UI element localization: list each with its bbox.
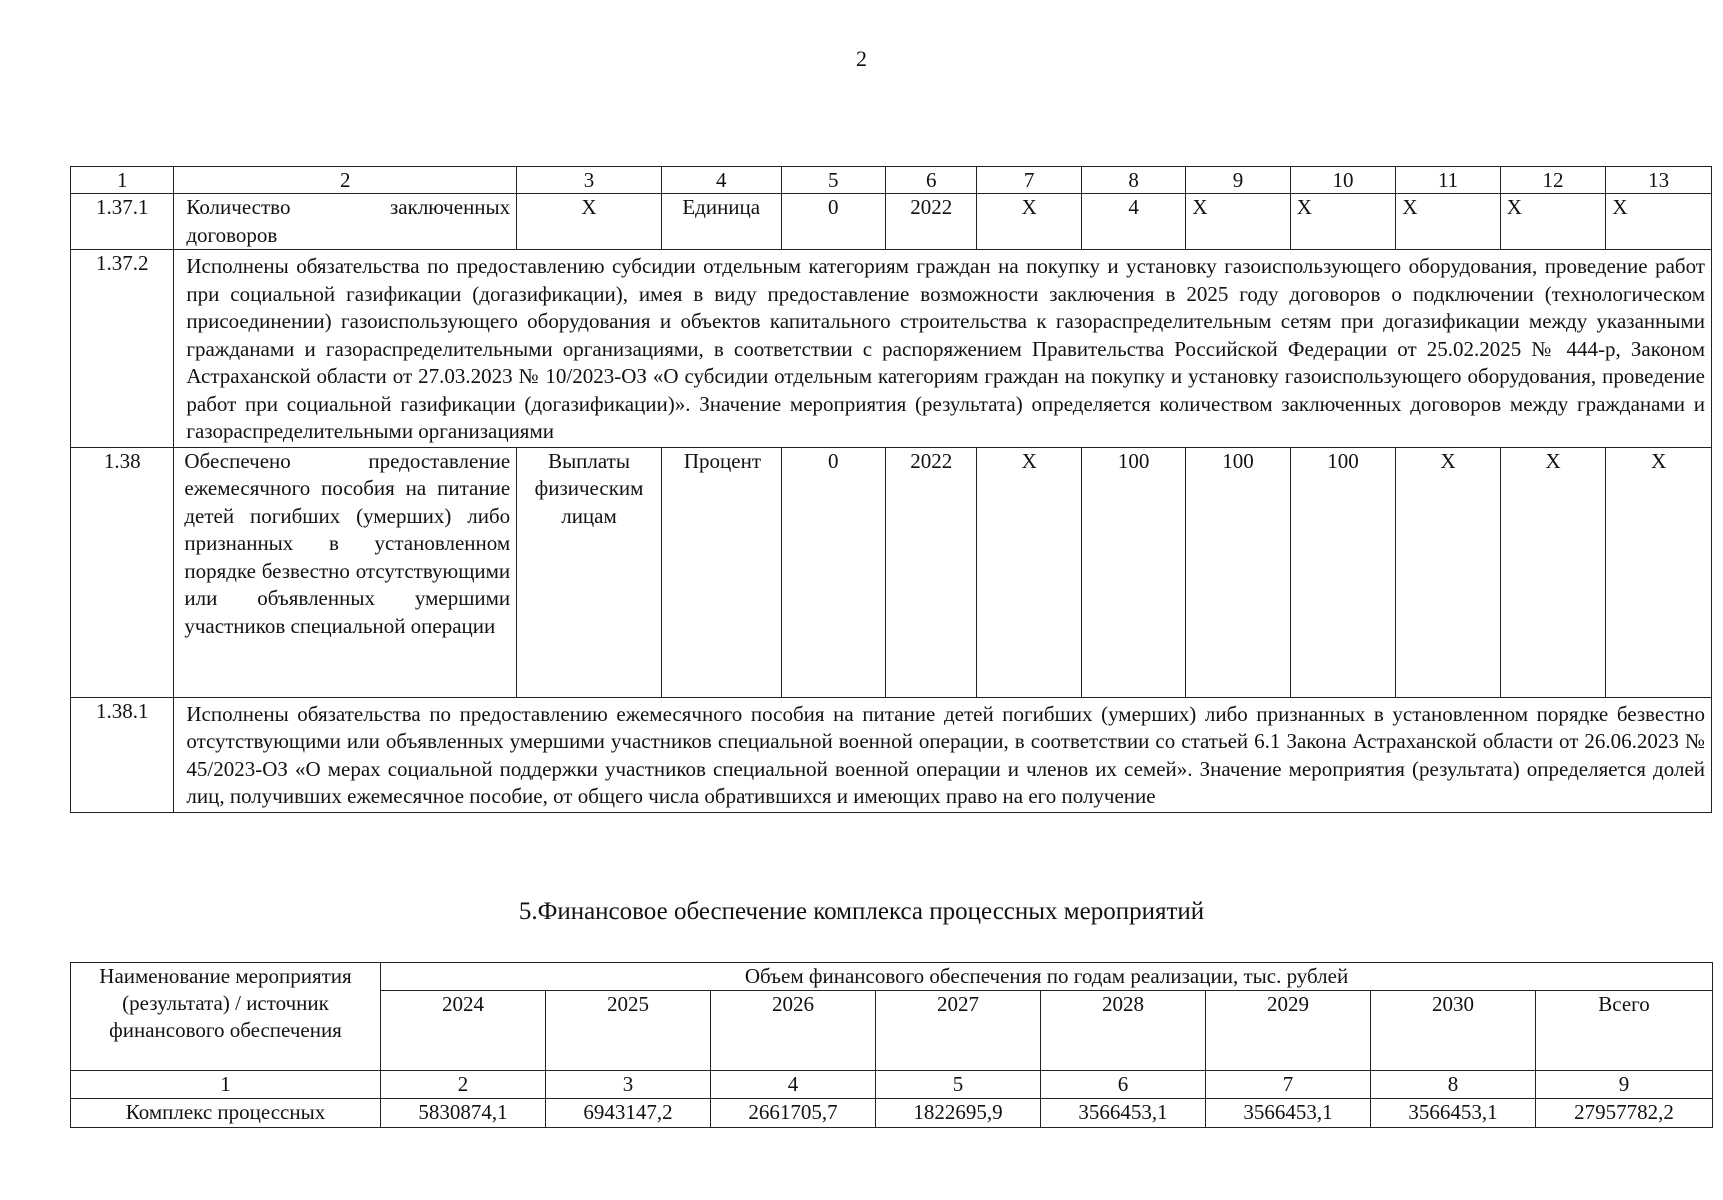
table-row-1-37-2: [71, 250, 1712, 448]
cell-col-11: X: [1396, 447, 1500, 697]
column-number: 5: [876, 1071, 1041, 1099]
column-number: 4: [711, 1071, 876, 1099]
table-row-1-37-1: [71, 194, 1712, 250]
finance-value: 1822695,9: [876, 1099, 1041, 1128]
cell-col-13: X: [1606, 194, 1712, 250]
year-header: 2028: [1041, 991, 1206, 1071]
table-header-row: [71, 167, 1712, 194]
finance-table: [70, 962, 1713, 1128]
indicator-table: [70, 166, 1712, 813]
column-number: 3: [546, 1071, 711, 1099]
page-number: 2: [856, 46, 867, 71]
base-value: 0: [781, 194, 885, 250]
description-text: Исполнены обязательства по предоставлению субсидии отдельным категориям граждан на покупку и установку газоиспользующего оборудования, проведение работ при социальной газификации (догазификации), имея в виду предоставление возможности заключения в 2025 году договоров о подключении (технологическом присоединении) газоиспользующего оборудования и объектов капитального строительства к газораспределительным сетям при догазификации между указанными гражданами и газораспределительными организациями, в соответствии с распоряжением Правительства Российской Федерации от 25.02.2025 № 444-р, Законом Астраханской области от 27.03.2023 № 10/2023-ОЗ «О субсидии отдельным категориям граждан на покупку и установку газоиспользующего оборудования, проведение работ при социальной газификации (догазификации)». Значение мероприятия (результата) определяется количеством заключенных договоров между гражданами и газораспределительными организациями: [174, 250, 1712, 448]
column-number: 2: [381, 1071, 546, 1099]
column-number: 1: [71, 1071, 381, 1099]
header-cell: 9: [1186, 167, 1290, 194]
description-text: Исполнены обязательства по предоставлению ежемесячного пособия на питание детей погибших (умерших) либо признанных в установленном порядке безвестно отсутствующими или объявленных умершими участников специальной военной операции, в соответствии со статьей 6.1 Закона Астраханской области от 26.06.2023 № 45/2023-ОЗ «О мерах социальной поддержки участников специальной военной операции и членов их семей». Значение мероприятия (результата) определяется долей лиц, получивших ежемесячное пособие, от общего числа обратившихся и имеющих право на его получение: [174, 697, 1712, 812]
finance-value: 3566453,1: [1041, 1099, 1206, 1128]
header-cell: 10: [1290, 167, 1396, 194]
finance-header-row: [71, 963, 1713, 991]
cell-col-7: X: [977, 194, 1081, 250]
cell-col-9: X: [1186, 194, 1290, 250]
header-cell: 3: [517, 167, 662, 194]
column-number: 7: [1206, 1071, 1371, 1099]
cell-col-10: X: [1290, 194, 1396, 250]
finance-total: 27957782,2: [1536, 1099, 1713, 1128]
header-cell: 2: [174, 167, 517, 194]
year-header: 2030: [1371, 991, 1536, 1071]
cell-col-12: X: [1500, 194, 1606, 250]
year-header: 2027: [876, 991, 1041, 1071]
finance-value: 6943147,2: [546, 1099, 711, 1128]
header-cell: 11: [1396, 167, 1500, 194]
year-header: 2029: [1206, 991, 1371, 1071]
header-cell: 12: [1500, 167, 1606, 194]
cell-col-7: X: [977, 447, 1081, 697]
unit-cell: Процент: [661, 447, 781, 697]
base-year: 2022: [886, 194, 977, 250]
header-cell: 1: [71, 167, 174, 194]
cell-col-9: 100: [1186, 447, 1290, 697]
column-number: 8: [1371, 1071, 1536, 1099]
indicator-name: Обеспечено предоставление ежемесячного пособия на питание детей погибших (умерших) либо признанных в установленном порядке безвестно отсутствующими или объявленных умершими участников специальной операции: [174, 447, 517, 697]
finance-value: 2661705,7: [711, 1099, 876, 1128]
row-number: 1.38.1: [71, 697, 174, 812]
finance-value: 3566453,1: [1371, 1099, 1536, 1128]
cell-col-13: X: [1606, 447, 1712, 697]
indicator-name: Количество заключенных договоров: [174, 194, 517, 250]
row-number: 1.37.2: [71, 250, 174, 448]
header-cell: 4: [661, 167, 781, 194]
cell-col-3: Выплаты физическим лицам: [517, 447, 662, 697]
cell-col-8: 4: [1081, 194, 1185, 250]
name-column-header: Наименование мероприятия (результата) / источник финансового обеспечения: [71, 963, 381, 1071]
column-number-row: [71, 1071, 1713, 1099]
finance-row-name: Комплекс процессных: [71, 1099, 381, 1128]
base-value: 0: [781, 447, 885, 697]
volume-header: Объем финансового обеспечения по годам реализации, тыс. рублей: [381, 963, 1713, 991]
year-header: 2026: [711, 991, 876, 1071]
table-row-1-38-1: [71, 697, 1712, 812]
cell-col-11: X: [1396, 194, 1500, 250]
row-number: 1.37.1: [71, 194, 174, 250]
year-header: 2024: [381, 991, 546, 1071]
header-cell: 5: [781, 167, 885, 194]
finance-value: 3566453,1: [1206, 1099, 1371, 1128]
finance-data-row: [71, 1099, 1713, 1128]
cell-col-12: X: [1500, 447, 1606, 697]
column-number: 6: [1041, 1071, 1206, 1099]
header-cell: 13: [1606, 167, 1712, 194]
base-year: 2022: [886, 447, 977, 697]
header-cell: 6: [886, 167, 977, 194]
unit-cell: Единица: [661, 194, 781, 250]
header-cell: 7: [977, 167, 1081, 194]
table-row-1-38: [71, 447, 1712, 697]
cell-col-10: 100: [1290, 447, 1396, 697]
row-number: 1.38: [71, 447, 174, 697]
total-header: Всего: [1536, 991, 1713, 1071]
cell-col-3: X: [517, 194, 662, 250]
column-number: 9: [1536, 1071, 1713, 1099]
section-title: 5.Финансовое обеспечение комплекса процессных мероприятий: [518, 898, 1205, 925]
cell-col-8: 100: [1081, 447, 1185, 697]
header-cell: 8: [1081, 167, 1185, 194]
year-header: 2025: [546, 991, 711, 1071]
finance-value: 5830874,1: [381, 1099, 546, 1128]
